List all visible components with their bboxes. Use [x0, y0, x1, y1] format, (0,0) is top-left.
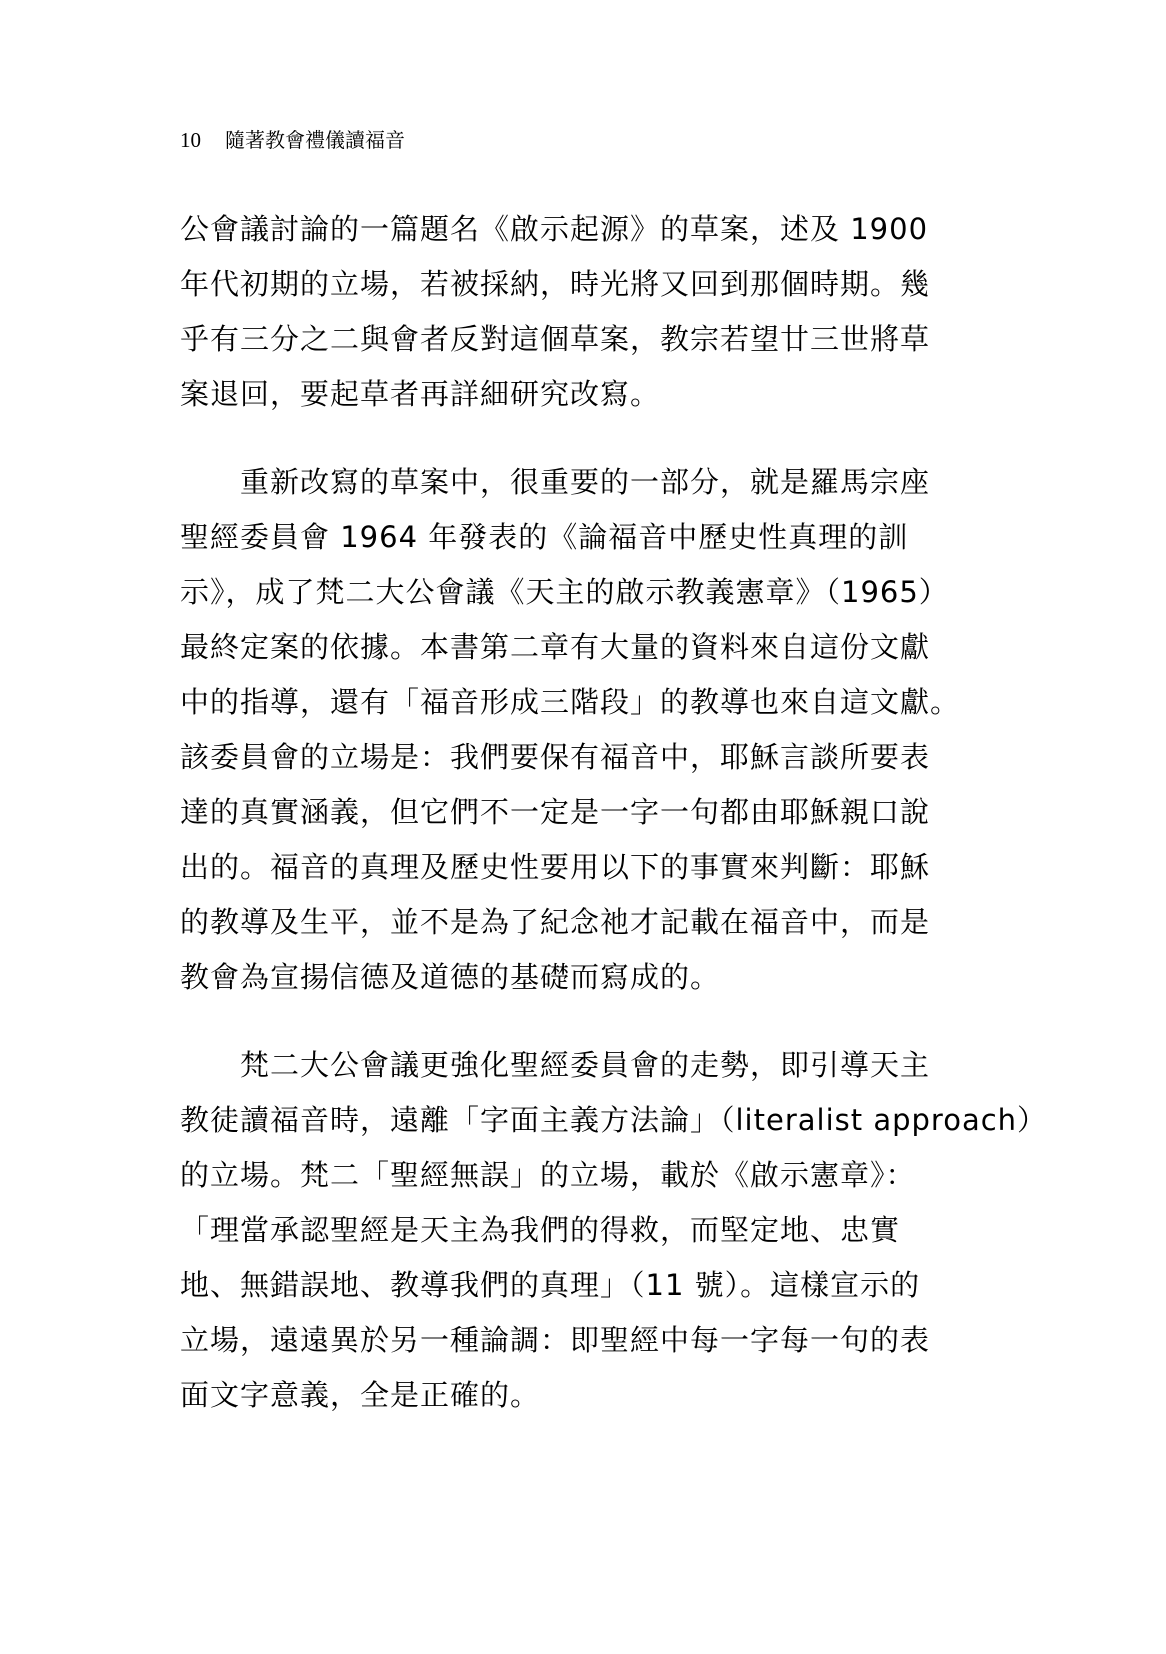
text-line: 該委員會的立場是：我們要保有福音中，耶穌言談所要表 — [180, 740, 931, 774]
text-line: 乎有三分之二與會者反對這個草案，教宗若望廿三世將草 — [180, 322, 931, 356]
text-line: 案退回，要起草者再詳細研究改寫。 — [180, 377, 661, 411]
paragraph-gap — [180, 1005, 1010, 1038]
text-line: 梵二大公會議更強化聖經委員會的走勢，即引導天主 — [180, 1048, 931, 1082]
text-line: 示》，成了梵二大公會議《天主的啟示教義憲章》（1965） — [180, 575, 949, 609]
text-line: 的教導及生平，並不是為了紀念祂才記載在福音中，而是 — [180, 905, 931, 939]
body-text — [180, 202, 1048, 1423]
running-head — [180, 126, 405, 154]
text-line: 地、無錯誤地、教導我們的真理」（11 號）。這樣宣示的 — [180, 1268, 921, 1302]
text-line: 教會為宣揚信德及道德的基礎而寫成的。 — [180, 960, 721, 994]
text-line: 的立場。梵二「聖經無誤」的立場，載於《啟示憲章》： — [180, 1158, 916, 1192]
text-line: 達的真實涵義，但它們不一定是一字一句都由耶穌親口說 — [180, 795, 931, 829]
paragraph-3 — [180, 1038, 1048, 1423]
text-line: 面文字意義，全是正確的。 — [180, 1378, 541, 1412]
text-line: 「理當承認聖經是天主為我們的得救，而堅定地、忠實 — [180, 1213, 901, 1247]
book-title: 隨著教會禮儀讀福音 — [225, 128, 405, 152]
text-line: 中的指導，還有「福音形成三階段」的教導也來自這文獻。 — [180, 685, 961, 719]
paragraph-gap — [180, 422, 1010, 455]
text-line: 公會議討論的一篇題名《啟示起源》的草案，述及 1900 — [180, 212, 929, 246]
text-line: 出的。福音的真理及歷史性要用以下的事實來判斷：耶穌 — [180, 850, 931, 884]
text-line: 年代初期的立場，若被採納，時光將又回到那個時期。幾 — [180, 267, 931, 301]
text-line: 教徒讀福音時，遠離「字面主義方法論」（literalist approach） — [180, 1103, 1048, 1137]
page-number: 10 — [180, 128, 201, 152]
paragraph-1 — [180, 202, 1010, 422]
text-line: 聖經委員會 1964 年發表的《論福音中歷史性真理的訓 — [180, 520, 909, 554]
paragraph-2 — [180, 455, 1010, 1005]
text-line: 重新改寫的草案中，很重要的一部分，就是羅馬宗座 — [180, 465, 931, 499]
text-line: 最終定案的依據。本書第二章有大量的資料來自這份文獻 — [180, 630, 931, 664]
text-line: 立場，遠遠異於另一種論調：即聖經中每一字每一句的表 — [180, 1323, 931, 1357]
